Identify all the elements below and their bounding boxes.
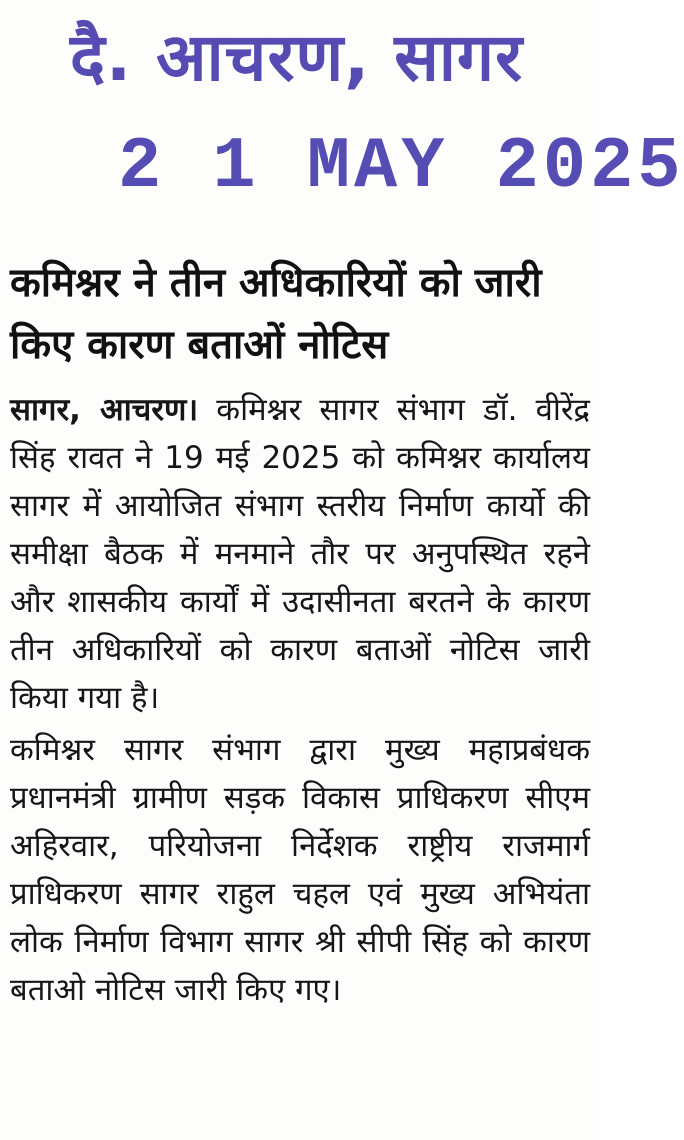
article-body bbox=[10, 386, 590, 1014]
publication-stamp bbox=[0, 0, 684, 235]
article-paragraph-2: कमिश्नर सागर संभाग द्वारा मुख्य महाप्रबंधक प्रधानमंत्री ग्रामीण सड़क विकास प्राधिकरण सीएम अहिरवार, परियोजना निर्देशक राष्ट्रीय राजमार्ग प्राधिकरण सागर राहुल चहल एवं मुख्य अभियंता लोक निर्माण विभाग सागर श्री सीपी सिंह को कारण बताओ नोटिस जारी किए गए। bbox=[10, 732, 590, 1008]
article-paragraph-1-text: कमिश्नर सागर संभाग डॉ. वीरेंद्र सिंह रावत ने 19 मई 2025 को कमिश्नर कार्यालय सागर में आयोजित संभाग स्तरीय निर्माण कार्यो की समीक्षा बैठक में मनमाने तौर पर अनुपस्थित रहने और शासकीय कार्यों में उदासीनता बरतने के कारण तीन अधिकारियों को कारण बताओं नोटिस जारी किया गया है। bbox=[10, 392, 590, 716]
stamp-date: 2 1 MAY 2025 bbox=[118, 126, 684, 208]
article-headline: कमिश्नर ने तीन अधिकारियों को जारी किए कारण बताओं नोटिस bbox=[10, 260, 542, 368]
article-paragraph-1 bbox=[10, 386, 590, 722]
article-dateline: सागर, आचरण। bbox=[10, 392, 199, 428]
stamp-publication-name: दै. आचरण, सागर bbox=[70, 19, 524, 96]
